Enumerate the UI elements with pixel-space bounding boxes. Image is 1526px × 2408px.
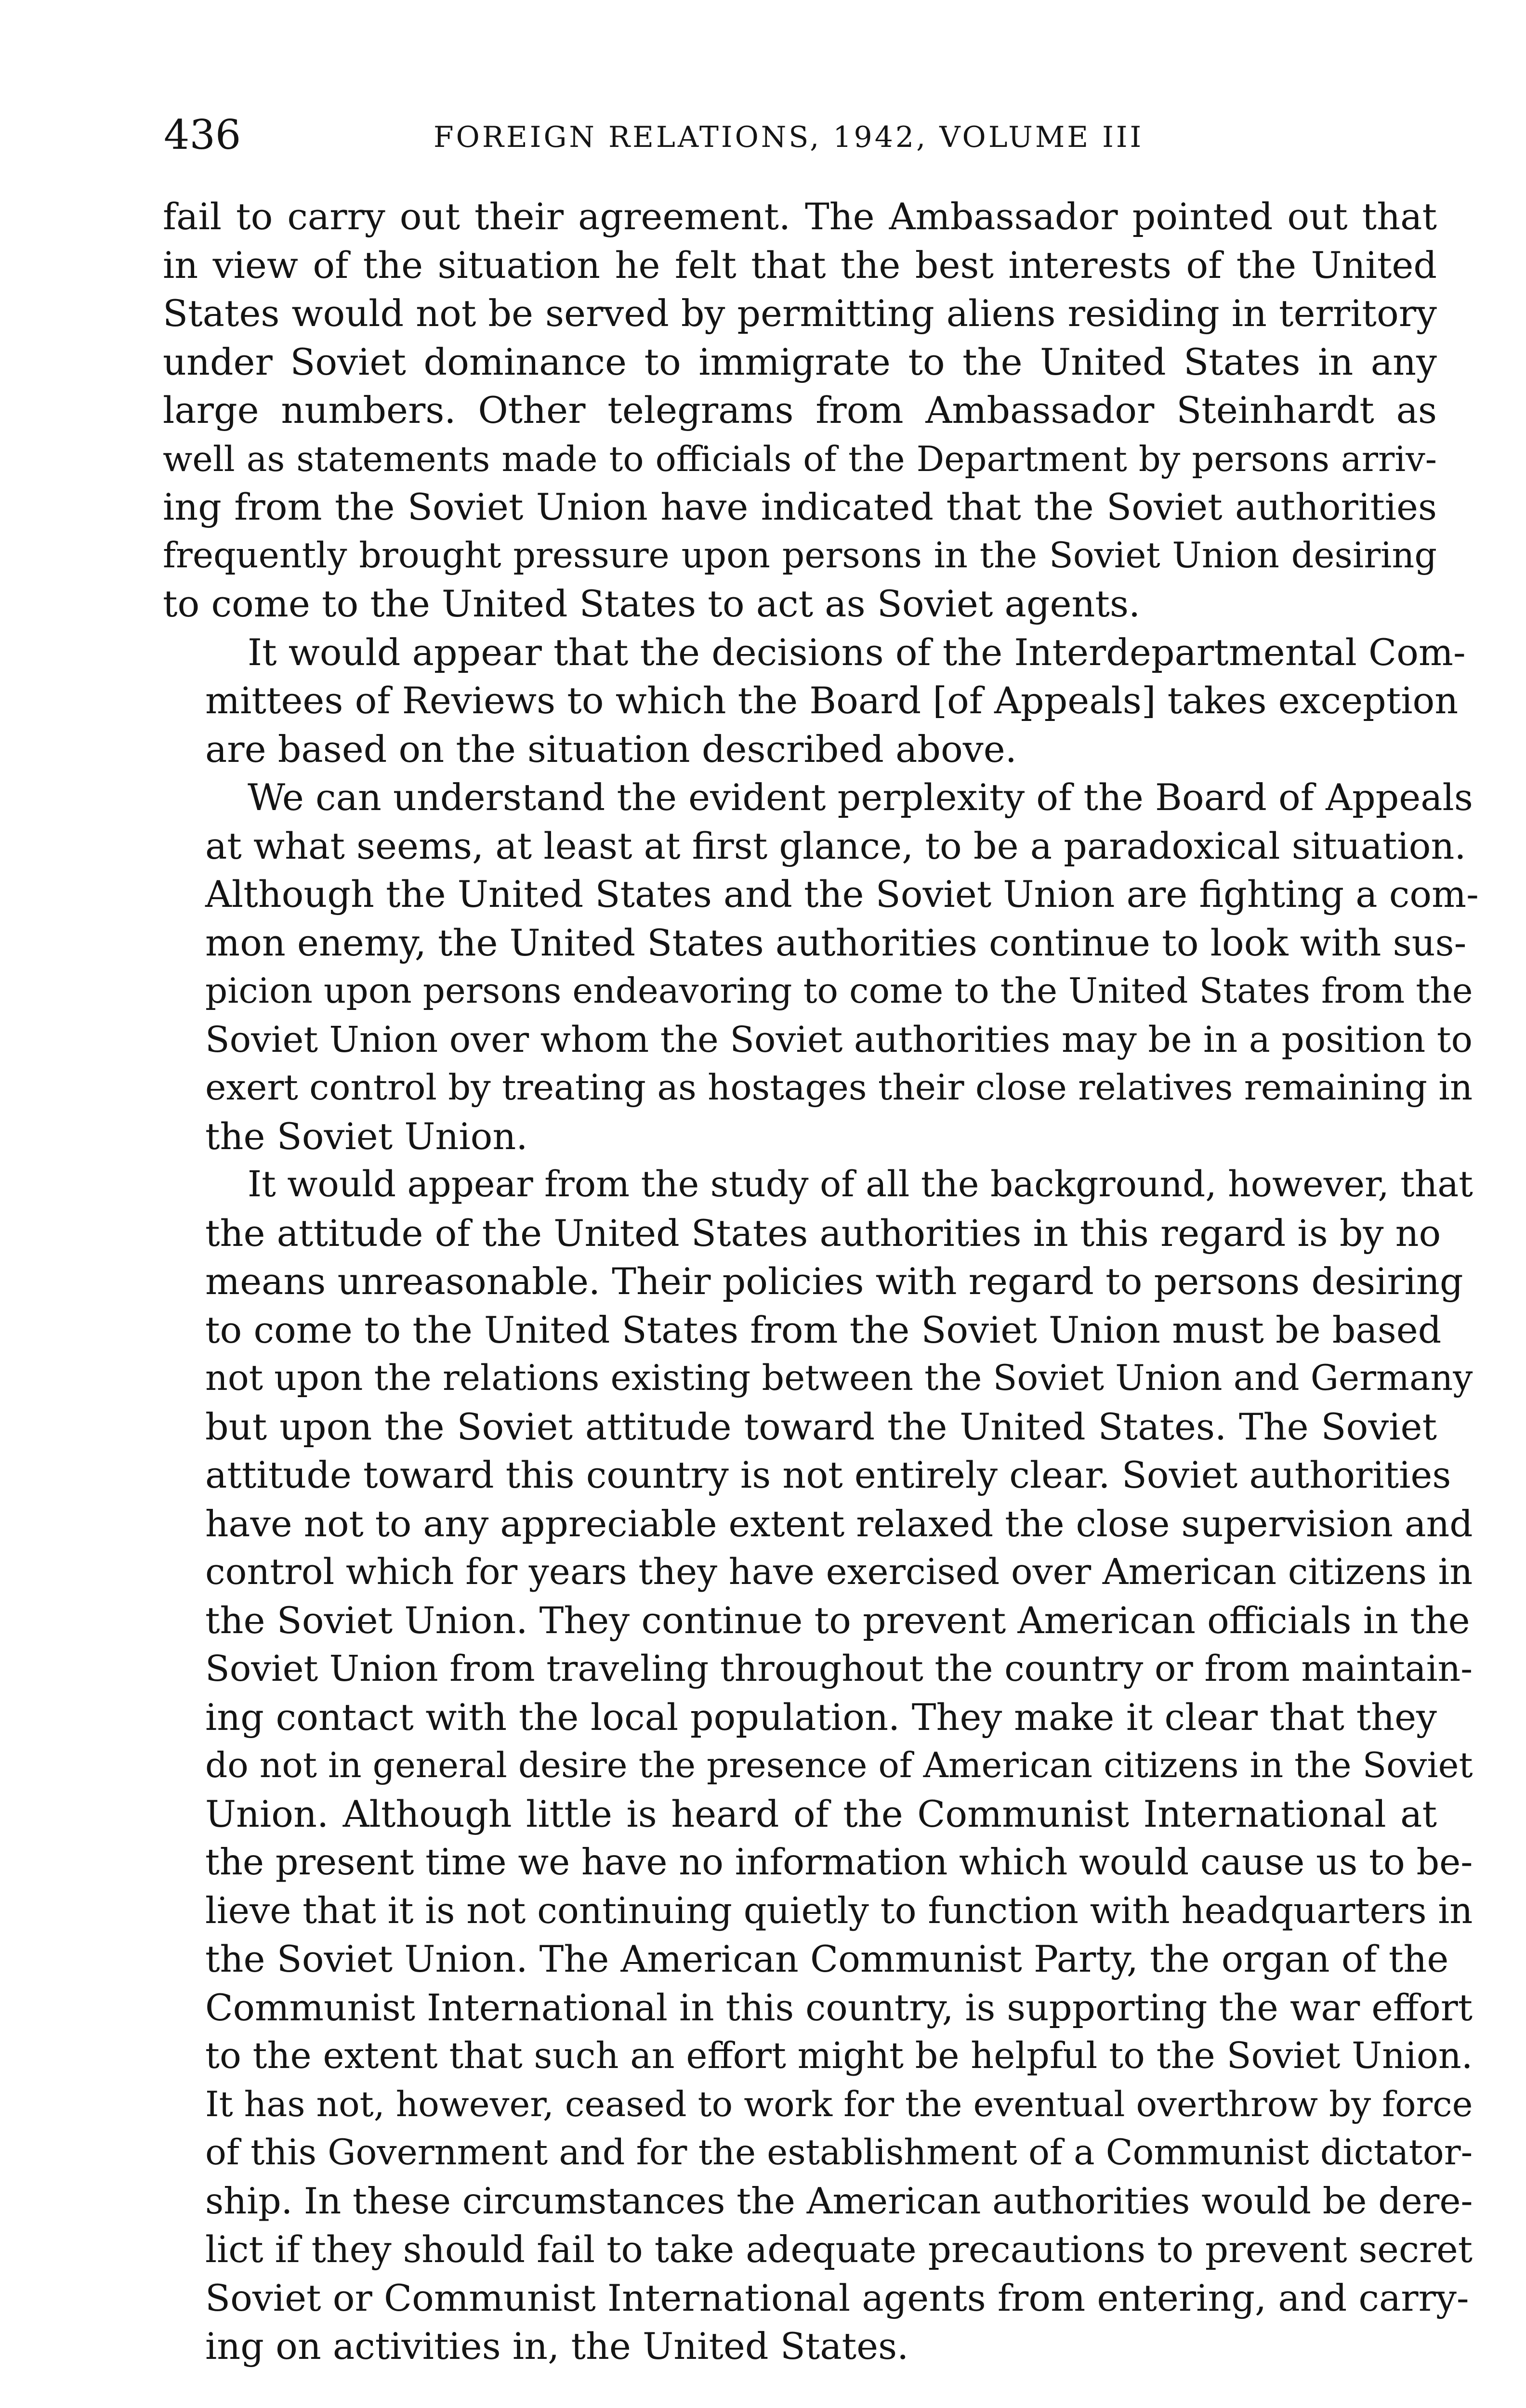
text-line: picion upon persons endeavoring to come to the United States from the (205, 971, 1473, 1011)
text-line: do not in general desire the presence of American citizens in the Soviet (205, 1745, 1473, 1786)
text-line: in view of the situation he felt that the best interests of the United (163, 243, 1437, 287)
text-line: means unreasonable. Their policies with regard to persons desiring (205, 1260, 1463, 1303)
text-line: the Soviet Union. (205, 1114, 528, 1158)
text-line: It has not, however, ceased to work for the eventual overthrow by force (205, 2084, 1473, 2125)
paragraph (163, 628, 1466, 774)
text-line: to come to the United States from the Soviet Union must be based (205, 1308, 1442, 1351)
text-line: mittees of Reviews to which the Board [of Appeals] takes exception (205, 679, 1459, 722)
text-line: exert control by treating as hostages their close relatives remaining in (205, 1067, 1473, 1108)
text-line: frequently brought pressure upon persons in the Soviet Union desiring (163, 535, 1437, 576)
paragraph (163, 1161, 1473, 2371)
text-line: the present time we have no information which would cause us to be- (205, 1841, 1473, 1883)
text-line: large numbers. Other telegrams from Ambassador Steinhardt as (163, 389, 1437, 432)
text-line: are based on the situation described above. (205, 727, 1017, 771)
running-title: FOREIGN RELATIONS, 1942, VOLUME III (434, 120, 1144, 154)
text-line: ing from the Soviet Union have indicated that the Soviet authorities (163, 485, 1437, 528)
text-line: control which for years they have exercised over American citizens in (205, 1551, 1473, 1593)
text-line: of this Government and for the establishment of a Communist dictator- (205, 2132, 1473, 2173)
text-line: It would appear that the decisions of the Interdepartmental Com- (248, 630, 1466, 674)
page-number: 436 (164, 111, 241, 158)
running-header (164, 108, 1435, 166)
text-line: but upon the Soviet attitude toward the United States. The Soviet (205, 1405, 1437, 1448)
text-line: the Soviet Union. They continue to prevent American officials in the (205, 1598, 1470, 1642)
text-line: We can understand the evident perplexity of the Board of Appeals (248, 776, 1473, 819)
text-line: to the extent that such an effort might be helpful to the Soviet Union. (205, 2035, 1473, 2077)
text-line: Communist International in this country, is supporting the war effort (205, 1986, 1473, 2029)
text-line: ing on activities in, the United States. (205, 2325, 909, 2368)
paragraph (163, 773, 1479, 1161)
text-line: Soviet Union from traveling throughout the country or from maintain- (205, 1648, 1473, 1689)
text-line: at what seems, at least at first glance, to be a paradoxical situation. (205, 824, 1466, 867)
text-line: lict if they should fail to take adequate precautions to prevent secret (205, 2228, 1473, 2271)
text-line: ing contact with the local population. They make it clear that they (205, 1695, 1437, 1739)
text-line: States would not be served by permitting aliens residing in territory (163, 292, 1437, 335)
text-line: Soviet Union over whom the Soviet authorities may be in a position to (205, 1019, 1473, 1060)
text-line: fail to carry out their agreement. The Ambassador pointed out that (163, 195, 1437, 238)
text-line: ship. In these circumstances the American authorities would be dere- (205, 2180, 1473, 2222)
text-line: have not to any appreciable extent relaxed the close supervision and (205, 1502, 1473, 1545)
text-line: It would appear from the study of all the background, however, that (248, 1164, 1473, 1205)
body-text (163, 193, 1479, 2371)
text-line: the Soviet Union. The American Communist Party, the organ of the (205, 1937, 1449, 1980)
text-line: to come to the United States to act as Soviet agents. (163, 582, 1141, 625)
paragraph (163, 193, 1437, 628)
text-line: well as statements made to officials of the Department by persons arriv- (163, 438, 1437, 479)
text-line: attitude toward this country is not entirely clear. Soviet authorities (205, 1453, 1451, 1496)
text-line: under Soviet dominance to immigrate to the United States in any (163, 340, 1437, 383)
text-line: mon enemy, the United States authorities continue to look with sus- (205, 921, 1467, 964)
text-line: lieve that it is not continuing quietly to function with headquarters in (205, 1889, 1473, 1932)
text-line: Union. Although little is heard of the Communist International at (205, 1792, 1437, 1835)
text-line: not upon the relations existing between the Soviet Union and Germany (205, 1358, 1473, 1399)
text-line: Although the United States and the Soviet Union are fighting a com- (205, 873, 1479, 916)
text-line: the attitude of the United States authorities in this regard is by no (205, 1211, 1441, 1255)
text-line: Soviet or Communist International agents from entering, and carry- (205, 2276, 1469, 2319)
